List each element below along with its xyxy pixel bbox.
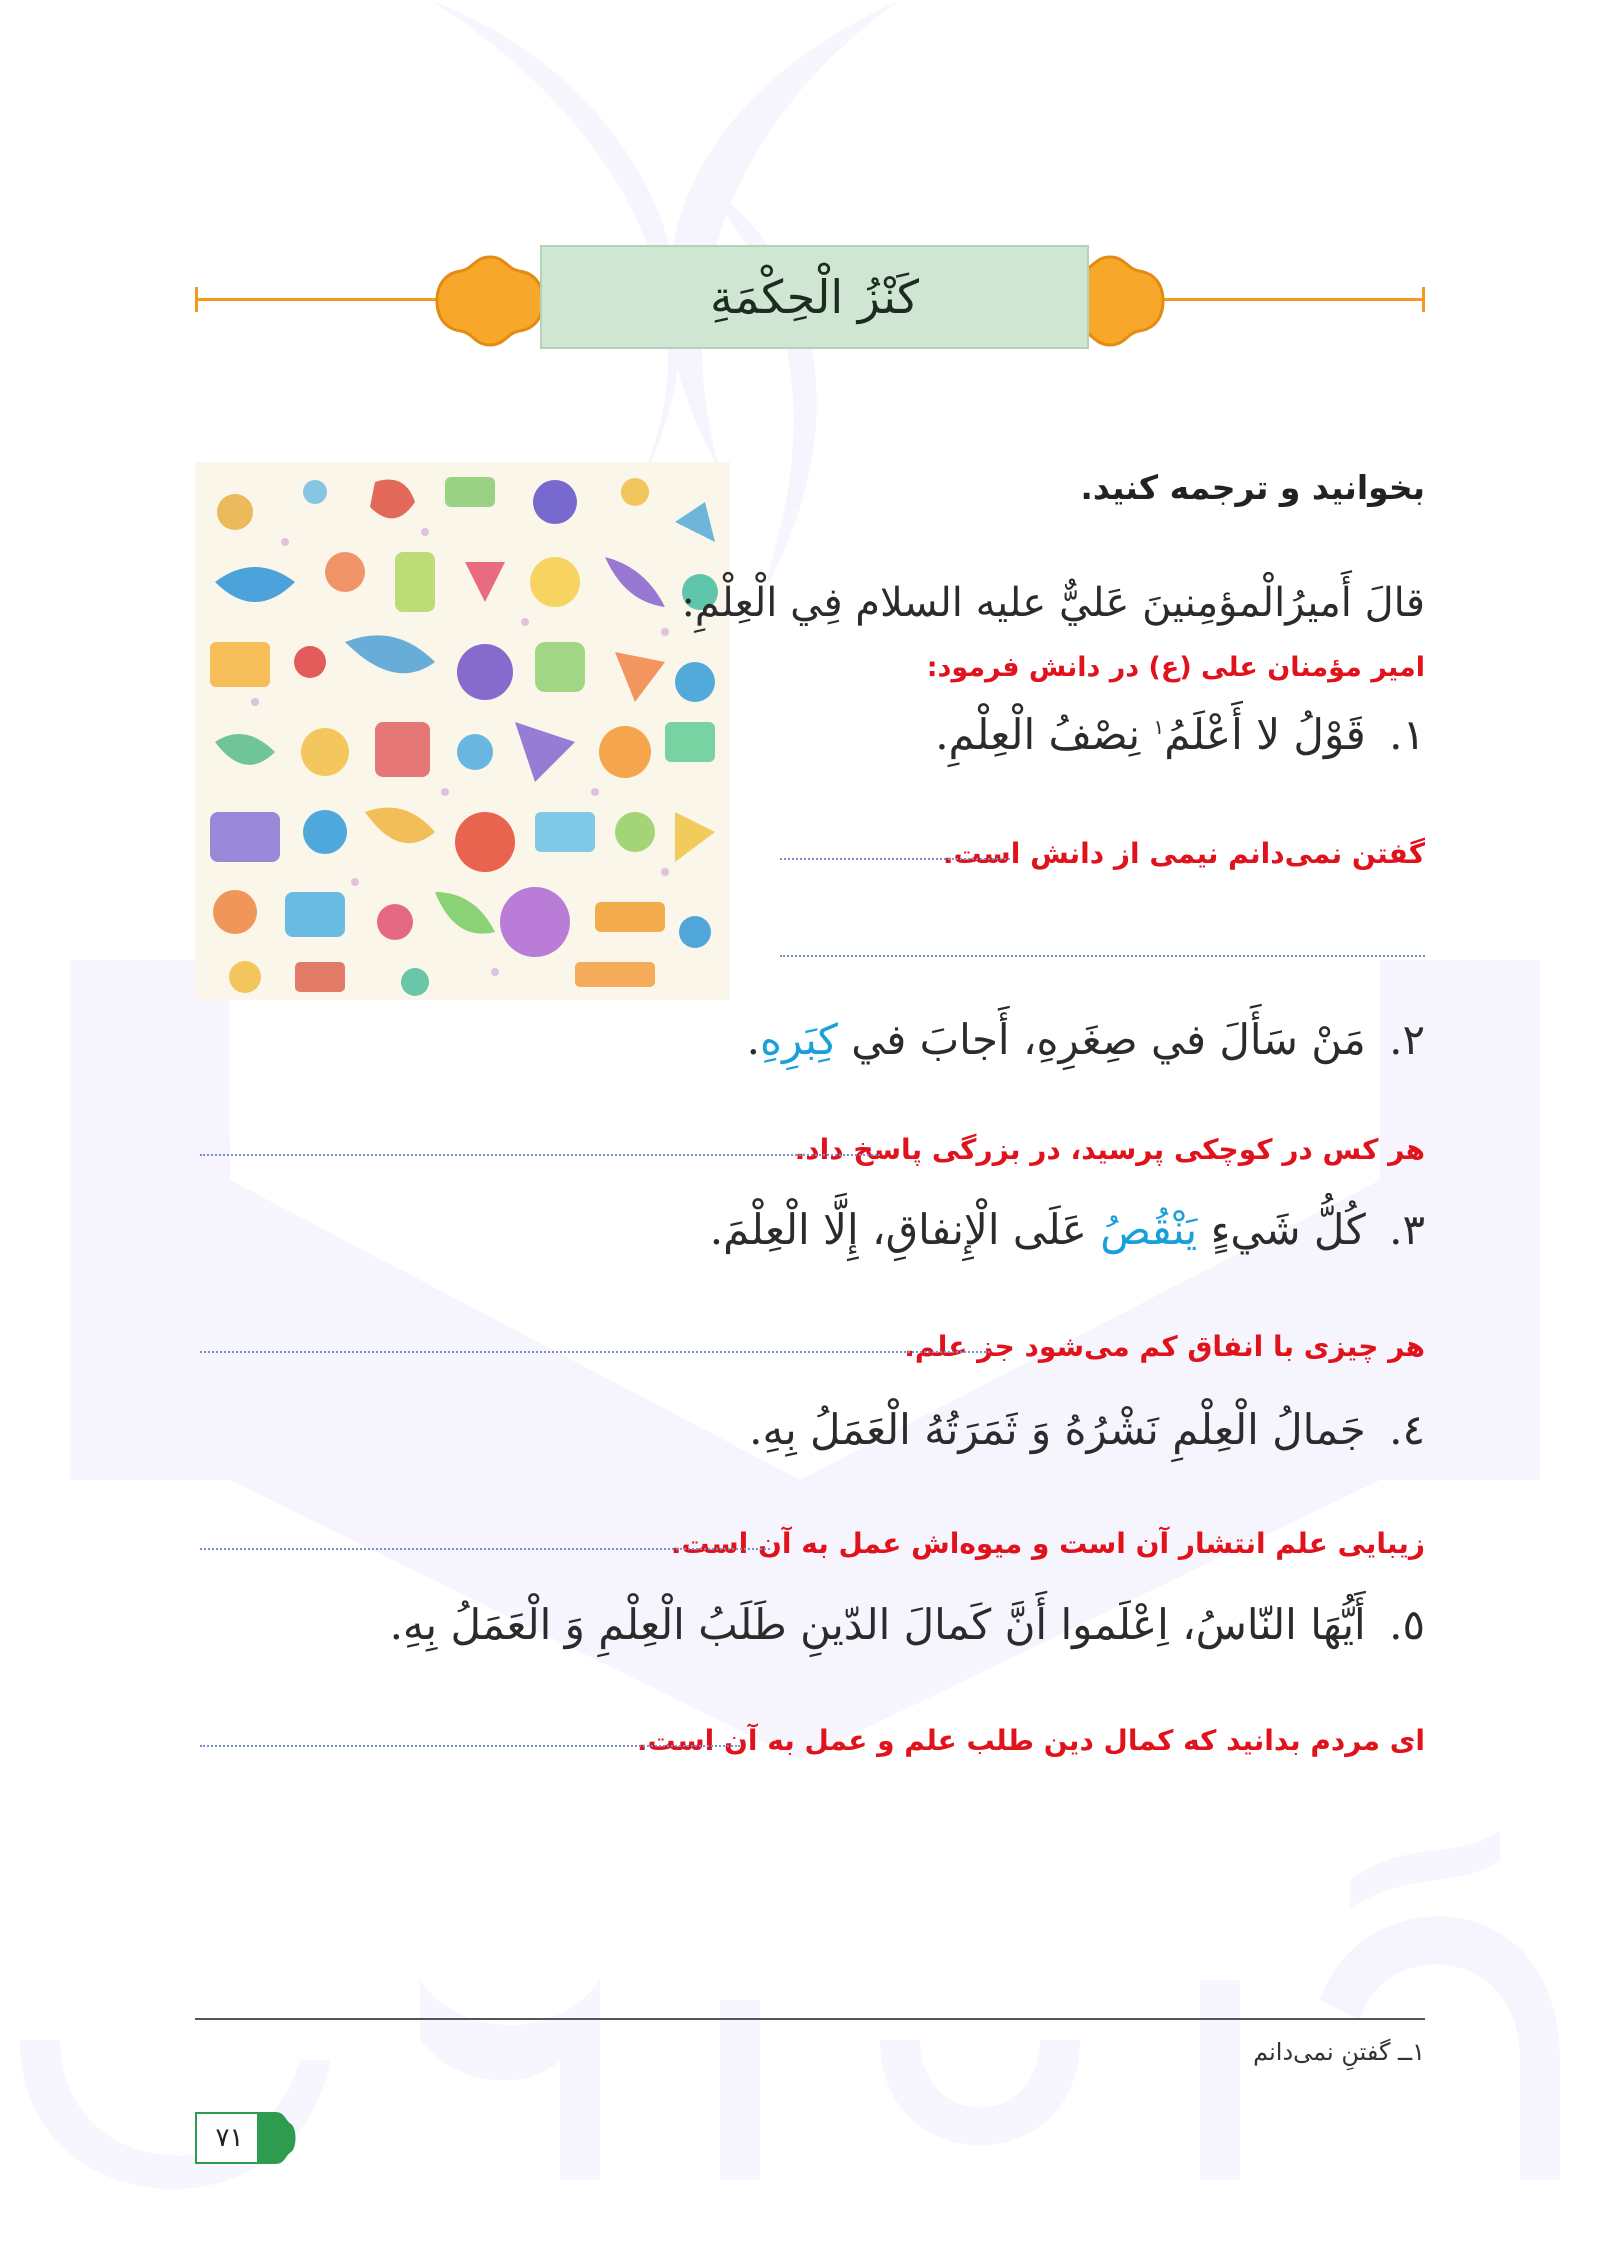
hadith-text: كُلُّ شَيءٍ: [1197, 1205, 1366, 1254]
intro-translation: امیر مؤمنان علی (ع) در دانش فرمود:: [926, 652, 1425, 683]
page-number: ٧١: [195, 2112, 264, 2164]
answer-line: [200, 1351, 990, 1353]
section-title: كَنْزُ الْحِكْمَةِ: [540, 245, 1089, 349]
banner-rule-cap-left: [195, 287, 198, 312]
hadith-text: جَمالُ الْعِلْمِ نَشْرُهُ وَ ثَمَرَتُهُ الْعَمَلُ بِهِ.: [749, 1405, 1366, 1454]
footnote-divider: [195, 2018, 1425, 2020]
instruction-text: بخوانید و ترجمه کنید.: [1080, 468, 1425, 507]
science-doodle-illustration: [195, 462, 730, 1000]
hadith-number: ١.: [1389, 710, 1425, 759]
hadith-text-end: نِصْفُ الْعِلْمِ.: [935, 710, 1154, 759]
banner-rule-cap-right: [1422, 287, 1425, 312]
hadith-number: ٤.: [1389, 1405, 1425, 1454]
answer-2: هر کس در کوچکی پرسید، در بزرگی پاسخ داد.: [794, 1133, 1425, 1166]
hadith-1: [935, 710, 1425, 759]
answer-3: هر چیزی با انفاق کم می‌شود جز علم.: [904, 1330, 1425, 1363]
hadith-2: [747, 1015, 1425, 1064]
hadith-number: ٢.: [1389, 1015, 1425, 1064]
hadith-text-end: عَلَى الْإِنفاقِ، إِلَّا الْعِلْمَ.: [709, 1205, 1101, 1254]
answer-5: ای مردم بدانید که کمال دین طلب علم و عمل به آن است.: [636, 1724, 1425, 1757]
answer-line: [200, 1745, 740, 1747]
hadith-text: أَيُّهَا النّاسُ، اِعْلَموا أَنَّ كَمالَ الدّينِ طَلَبُ الْعِلْمِ وَ الْعَمَلُ بِهِ.: [389, 1600, 1366, 1649]
intro-arabic: قالَ أَميرُالْمؤمِنينَ عَليٌّ عليه السلام فِي الْعِلْمِ:: [681, 580, 1425, 626]
hadith-number: ٣.: [1389, 1205, 1425, 1254]
footnote-text: ١ــ گفتنِ نمی‌دانم: [1253, 2038, 1425, 2066]
hadith-number: ٥.: [1389, 1600, 1425, 1649]
highlighted-word: كِبَرِهِ: [759, 1015, 838, 1064]
footnote-mark: ١: [1153, 715, 1165, 739]
highlighted-word: يَنْقُصُ: [1100, 1205, 1198, 1254]
page-tab-icon: [257, 2112, 297, 2164]
hadith-3: [710, 1205, 1425, 1254]
ornament-left-icon: [435, 255, 545, 347]
answer-line: [780, 858, 1010, 860]
hadith-5: [390, 1600, 1425, 1649]
hadith-4: [749, 1405, 1425, 1454]
hadith-text: مَنْ سَأَلَ في صِغَرِهِ، أَجابَ في: [837, 1015, 1366, 1064]
section-banner: [195, 245, 1425, 355]
answer-4: زیبایی علم انتشار آن است و میوه‌اش عمل به آن است.: [670, 1527, 1425, 1560]
answer-line: [200, 1548, 770, 1550]
answer-line: [200, 1154, 880, 1156]
hadith-text: قَوْلُ لا أَعْلَمُ: [1164, 710, 1366, 759]
hadith-text-end: .: [746, 1015, 760, 1064]
answer-line: [780, 955, 1425, 957]
answer-1: گفتن نمی‌دانم نیمی از دانش است.: [942, 837, 1425, 870]
